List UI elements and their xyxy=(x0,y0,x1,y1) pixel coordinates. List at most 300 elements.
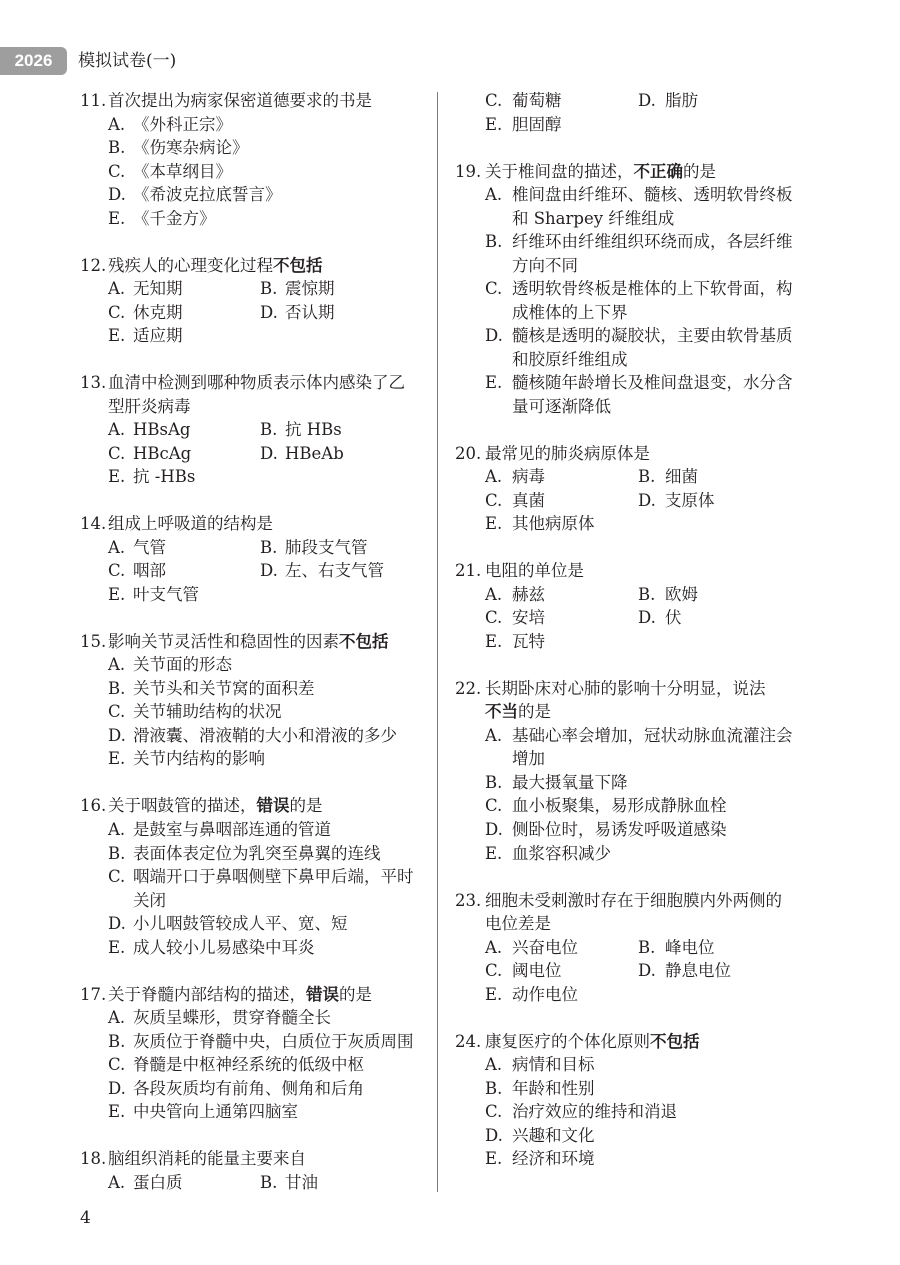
option-label: A. xyxy=(485,467,503,487)
question-21 xyxy=(455,559,805,653)
option-label: B. xyxy=(260,1172,278,1192)
option-label: E. xyxy=(485,514,503,534)
option-B xyxy=(108,842,381,866)
question-stem xyxy=(455,677,805,724)
options xyxy=(108,653,425,771)
option-label: E. xyxy=(108,326,126,346)
option-A xyxy=(108,113,232,137)
option-row xyxy=(485,818,805,842)
option-line: 《伤寒杂病论》 xyxy=(133,138,249,158)
option-line: 脂肪 xyxy=(665,91,698,110)
option-B xyxy=(108,1030,414,1054)
question-number: 11. xyxy=(80,91,107,110)
option-line: 兴奋电位 xyxy=(512,937,578,957)
option-label: D. xyxy=(638,490,656,510)
option-line: 小儿咽鼓管较成人平、宽、短 xyxy=(133,914,348,934)
option-line: 关闭 xyxy=(133,890,166,910)
option-text xyxy=(285,536,368,560)
option-text xyxy=(133,842,381,866)
option-label: C. xyxy=(108,561,126,581)
option-A xyxy=(485,583,638,607)
option-label: D. xyxy=(108,1078,126,1098)
option-text xyxy=(512,630,545,654)
option-label: C. xyxy=(108,161,126,181)
option-text xyxy=(512,959,562,983)
options xyxy=(485,724,805,865)
option-text xyxy=(133,936,315,960)
stem-lines xyxy=(485,1030,700,1054)
question-number: 14. xyxy=(80,514,107,534)
option-row xyxy=(108,559,425,583)
stem-line xyxy=(108,983,372,1007)
option-text xyxy=(133,818,331,842)
option-text xyxy=(133,1171,183,1195)
option-label: E. xyxy=(485,984,503,1004)
option-C xyxy=(108,865,414,912)
option-text xyxy=(133,677,315,701)
option-text xyxy=(665,606,682,630)
option-line: 增加 xyxy=(512,749,545,769)
option-line: 血小板聚集，易形成静脉血栓 xyxy=(512,796,727,816)
option-label: C. xyxy=(485,490,503,510)
option-A xyxy=(108,277,260,301)
option-B xyxy=(485,230,793,277)
stem-text: 的是 xyxy=(518,702,551,722)
option-line: 动作电位 xyxy=(512,984,578,1004)
option-text xyxy=(133,160,232,184)
option-label: D. xyxy=(638,608,656,628)
option-B xyxy=(260,536,368,560)
option-label: C. xyxy=(485,91,503,110)
option-line: 关节面的形态 xyxy=(133,655,232,675)
option-label: A. xyxy=(485,937,503,957)
question-stem xyxy=(80,1147,425,1171)
option-label: D. xyxy=(108,725,126,745)
option-line: HBsAg xyxy=(133,420,191,440)
question-number: 18. xyxy=(80,1149,107,1169)
option-row xyxy=(108,1053,425,1077)
option-row xyxy=(108,277,425,301)
question-number: 23. xyxy=(455,890,482,910)
option-E xyxy=(108,583,199,607)
option-label: D. xyxy=(485,326,503,346)
option-line: HBeAb xyxy=(285,443,344,463)
stem-text: 细胞未受刺激时存在于细胞膜内外两侧的 xyxy=(485,890,782,910)
option-text xyxy=(512,1147,595,1171)
stem-line xyxy=(108,512,273,536)
option-line: 关节头和关节窝的面积差 xyxy=(133,678,315,698)
option-text xyxy=(133,1030,414,1054)
year-tab: 2026 xyxy=(0,47,67,75)
option-label: A. xyxy=(485,584,503,604)
option-row xyxy=(108,583,425,607)
stem-text: 最常见的肺炎病原体是 xyxy=(485,443,650,463)
stem-text: 电阻的单位是 xyxy=(485,561,584,581)
option-row xyxy=(108,183,425,207)
option-text xyxy=(512,113,562,137)
option-row xyxy=(108,677,425,701)
option-D xyxy=(108,912,348,936)
question-stem xyxy=(455,160,805,184)
option-D xyxy=(638,959,731,983)
option-label: B. xyxy=(108,678,126,698)
option-C xyxy=(485,1100,677,1124)
stem-text: 型肝炎病毒 xyxy=(108,396,191,416)
option-row xyxy=(108,1006,425,1030)
option-label: E. xyxy=(485,1149,503,1169)
option-label: C. xyxy=(485,961,503,981)
option-label: E. xyxy=(485,373,503,393)
option-B xyxy=(485,771,628,795)
question-number: 20. xyxy=(455,443,482,463)
option-D xyxy=(485,324,793,371)
stem-text: 的是 xyxy=(289,796,323,816)
option-line: 适应期 xyxy=(133,326,183,346)
page-number: 4 xyxy=(80,1208,91,1228)
option-row xyxy=(485,230,805,277)
stem-text: 残疾人的心理变化过程 xyxy=(108,255,273,275)
option-D xyxy=(108,1077,364,1101)
stem-line xyxy=(108,89,372,113)
question-22 xyxy=(455,677,805,865)
question-number: 17. xyxy=(80,984,107,1004)
option-text xyxy=(512,842,611,866)
options xyxy=(108,277,425,348)
option-line: 无知期 xyxy=(133,279,183,299)
option-label: B. xyxy=(108,1031,126,1051)
question-stem xyxy=(80,512,425,536)
option-C xyxy=(485,489,638,513)
option-text xyxy=(512,936,578,960)
question-stem xyxy=(455,889,805,936)
option-text xyxy=(512,512,595,536)
question-stem xyxy=(80,983,425,1007)
option-A xyxy=(108,1006,331,1030)
option-D xyxy=(260,442,344,466)
option-label: C. xyxy=(108,443,126,463)
option-label: B. xyxy=(260,420,278,440)
option-label: D. xyxy=(260,443,278,463)
option-C xyxy=(108,1053,364,1077)
option-line: 量可逐渐降低 xyxy=(512,396,611,416)
option-line: 其他病原体 xyxy=(512,514,595,534)
option-text xyxy=(512,771,628,795)
stem-emphasis: 错误 xyxy=(306,984,339,1004)
option-row xyxy=(108,1030,425,1054)
option-text xyxy=(133,277,183,301)
option-B xyxy=(638,583,698,607)
option-text xyxy=(285,301,335,325)
option-text xyxy=(285,418,342,442)
column-divider xyxy=(437,92,438,1192)
option-row xyxy=(485,512,805,536)
option-row xyxy=(485,183,805,230)
option-label: B. xyxy=(260,537,278,557)
option-line: 抗 -HBs xyxy=(133,467,196,487)
stem-lines xyxy=(108,983,372,1007)
options xyxy=(108,536,425,607)
option-line: 抗 HBs xyxy=(285,420,342,440)
option-line: 休克期 xyxy=(133,302,183,322)
question-number: 15. xyxy=(80,631,107,651)
question-13 xyxy=(80,371,425,489)
stem-text: 关于咽鼓管的描述， xyxy=(108,796,257,816)
stem-text: 电位差是 xyxy=(485,914,551,934)
option-line: 纤维环由纤维组织环绕而成，各层纤维 xyxy=(512,232,793,252)
option-E xyxy=(485,113,562,137)
option-label: A. xyxy=(108,420,126,440)
question-stem xyxy=(455,442,805,466)
option-text xyxy=(133,700,282,724)
option-label: C. xyxy=(108,702,126,722)
option-line: 灰质呈蝶形，贯穿脊髓全长 xyxy=(133,1008,331,1028)
option-text xyxy=(512,89,562,113)
option-row xyxy=(485,771,805,795)
option-text xyxy=(285,442,344,466)
option-row xyxy=(108,160,425,184)
options xyxy=(485,1053,805,1171)
stem-text: 的是 xyxy=(339,984,372,1004)
stem-text: 血清中检测到哪种物质表示体内感染了乙 xyxy=(108,373,405,393)
option-text xyxy=(285,277,335,301)
option-text xyxy=(133,536,166,560)
option-D xyxy=(638,489,715,513)
question-11 xyxy=(80,89,425,230)
option-row xyxy=(485,983,805,1007)
question-17 xyxy=(80,983,425,1124)
option-B xyxy=(108,136,249,160)
option-line: 表面体表定位为乳突至鼻翼的连线 xyxy=(133,843,381,863)
option-row xyxy=(108,818,425,842)
question-23 xyxy=(455,889,805,1007)
option-D xyxy=(638,89,698,113)
option-text xyxy=(133,207,216,231)
question-19 xyxy=(455,160,805,419)
option-label: B. xyxy=(638,467,656,487)
option-line: 关节内结构的影响 xyxy=(133,749,265,769)
stem-lines xyxy=(485,160,716,184)
option-text xyxy=(665,936,715,960)
option-text xyxy=(133,1100,298,1124)
option-row xyxy=(485,794,805,818)
option-text xyxy=(512,1053,595,1077)
option-text xyxy=(665,465,698,489)
question-stem xyxy=(80,89,425,113)
option-label: E. xyxy=(108,749,126,769)
option-row xyxy=(108,912,425,936)
option-line: 灰质位于脊髓中央，白质位于灰质周围 xyxy=(133,1031,414,1051)
options xyxy=(108,113,425,231)
option-line: 髓核随年龄增长及椎间盘退变，水分含 xyxy=(512,373,793,393)
option-label: D. xyxy=(638,91,656,110)
option-label: C. xyxy=(108,867,126,887)
option-row xyxy=(485,606,805,630)
options xyxy=(108,418,425,489)
option-label: E. xyxy=(108,584,126,604)
option-text xyxy=(133,324,183,348)
option-label: E. xyxy=(108,467,126,487)
option-text xyxy=(512,465,545,489)
option-line: 胆固醇 xyxy=(512,114,562,134)
stem-emphasis: 不包括 xyxy=(273,255,323,275)
option-row xyxy=(485,959,805,983)
stem-text: 关于脊髓内部结构的描述， xyxy=(108,984,306,1004)
options xyxy=(485,89,805,136)
stem-text: 康复医疗的个体化原则 xyxy=(485,1031,650,1051)
option-label: C. xyxy=(485,279,503,299)
option-row xyxy=(108,465,425,489)
stem-emphasis: 错误 xyxy=(256,796,290,816)
option-text xyxy=(512,230,793,277)
option-A xyxy=(108,418,260,442)
stem-lines xyxy=(108,630,389,654)
option-line: 真菌 xyxy=(512,490,545,510)
option-label: A. xyxy=(108,279,126,299)
option-text xyxy=(133,912,348,936)
stem-lines xyxy=(108,1147,306,1171)
option-line: 安培 xyxy=(512,608,545,628)
option-text xyxy=(665,89,698,113)
option-C xyxy=(108,559,260,583)
question-20 xyxy=(455,442,805,536)
option-label: B. xyxy=(638,584,656,604)
question-stem xyxy=(455,1030,805,1054)
option-row xyxy=(108,724,425,748)
option-line: 震惊期 xyxy=(285,279,335,299)
option-label: E. xyxy=(485,631,503,651)
option-line: 欧姆 xyxy=(665,584,698,604)
option-row xyxy=(108,1171,425,1195)
stem-lines xyxy=(485,559,584,583)
question-number: 19. xyxy=(455,161,482,181)
stem-text: 首次提出为病家保密道德要求的书是 xyxy=(108,91,372,110)
option-line: 方向不同 xyxy=(512,255,578,275)
option-text xyxy=(133,1006,331,1030)
option-C xyxy=(108,160,232,184)
stem-text: 组成上呼吸道的结构是 xyxy=(108,514,273,534)
stem-text: 的是 xyxy=(683,161,716,181)
question-15 xyxy=(80,630,425,771)
option-row xyxy=(108,936,425,960)
option-text xyxy=(133,301,183,325)
option-row xyxy=(485,630,805,654)
option-row xyxy=(108,136,425,160)
option-text xyxy=(133,724,397,748)
option-E xyxy=(485,983,578,1007)
option-text xyxy=(512,1100,677,1124)
stem-line xyxy=(485,160,716,184)
option-A xyxy=(485,465,638,489)
option-text xyxy=(512,183,793,230)
option-line: 支原体 xyxy=(665,490,715,510)
options xyxy=(485,465,805,536)
option-text xyxy=(133,1077,364,1101)
option-text xyxy=(512,583,545,607)
option-label: A. xyxy=(108,114,126,134)
option-D xyxy=(260,301,335,325)
option-B xyxy=(260,418,342,442)
option-label: C. xyxy=(108,302,126,322)
option-row xyxy=(108,301,425,325)
option-text xyxy=(665,583,698,607)
right-column xyxy=(455,89,805,1171)
option-text xyxy=(512,1077,595,1101)
option-E xyxy=(108,207,216,231)
option-line: 峰电位 xyxy=(665,937,715,957)
stem-line xyxy=(108,371,405,395)
question-number: 21. xyxy=(455,561,482,581)
option-label: D. xyxy=(638,961,656,981)
option-row xyxy=(485,489,805,513)
options xyxy=(108,818,425,959)
stem-lines xyxy=(108,371,405,418)
option-label: A. xyxy=(108,655,126,675)
option-line: 叶支气管 xyxy=(133,584,199,604)
option-line: 咽部 xyxy=(133,561,166,581)
option-label: D. xyxy=(485,1125,503,1145)
option-E xyxy=(108,1100,298,1124)
option-label: E. xyxy=(108,208,126,228)
option-line: 髓核是透明的凝胶状，主要由软骨基质 xyxy=(512,326,793,346)
question-14 xyxy=(80,512,425,606)
option-label: D. xyxy=(485,819,503,839)
option-text xyxy=(133,1053,364,1077)
options xyxy=(485,183,805,418)
option-line: 左、右支气管 xyxy=(285,561,384,581)
option-row xyxy=(485,842,805,866)
option-row xyxy=(108,865,425,912)
option-line: 侧卧位时，易诱发呼吸道感染 xyxy=(512,819,727,839)
option-E xyxy=(485,512,595,536)
option-row xyxy=(108,324,425,348)
option-line: 肺段支气管 xyxy=(285,537,368,557)
option-text xyxy=(512,724,793,771)
option-D xyxy=(108,183,282,207)
option-text xyxy=(512,606,545,630)
option-text xyxy=(512,818,727,842)
option-A xyxy=(485,936,638,960)
left-column xyxy=(80,89,425,1194)
question-stem xyxy=(80,371,425,418)
option-text xyxy=(133,183,282,207)
stem-text: 长期卧床对心肺的影响十分明显，说法 xyxy=(485,678,766,698)
option-line: 细菌 xyxy=(665,467,698,487)
option-row xyxy=(108,842,425,866)
option-line: 甘油 xyxy=(285,1172,318,1192)
option-label: B. xyxy=(638,937,656,957)
option-label: E. xyxy=(108,1102,126,1122)
option-A xyxy=(108,818,331,842)
stem-line xyxy=(485,912,782,936)
stem-lines xyxy=(485,677,766,724)
option-text xyxy=(285,1171,318,1195)
option-row xyxy=(485,89,805,113)
option-E xyxy=(108,465,195,489)
option-text xyxy=(133,465,195,489)
options xyxy=(108,1171,425,1195)
option-line: 血浆容积减少 xyxy=(512,843,611,863)
question-stem xyxy=(80,254,425,278)
option-text xyxy=(133,442,191,466)
stem-text: 关于椎间盘的描述， xyxy=(485,161,634,181)
option-row xyxy=(108,1100,425,1124)
stem-lines xyxy=(108,254,323,278)
option-line: 是鼓室与鼻咽部连通的管道 xyxy=(133,819,331,839)
option-C xyxy=(485,89,638,113)
question-stem xyxy=(80,794,425,818)
question-number: 22. xyxy=(455,678,482,698)
option-text xyxy=(512,277,793,324)
